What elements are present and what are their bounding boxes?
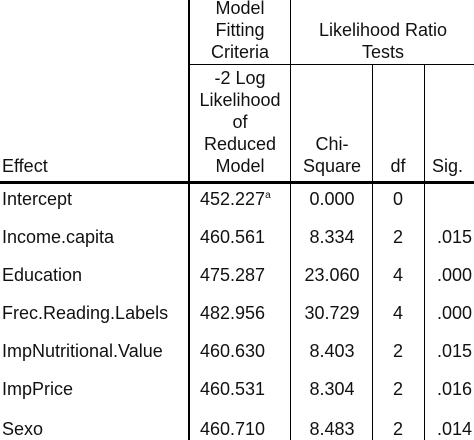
cell-sig: .016 [437, 379, 473, 399]
column-divider [372, 64, 373, 440]
cell-effect: ImpPrice [2, 379, 74, 399]
cell-df: 2 [392, 419, 403, 439]
header-line: Likelihood Ratio [318, 20, 448, 40]
cell-chi-square: 8.403 [309, 341, 355, 361]
header-line: Square [302, 156, 362, 176]
cell-log-likelihood: 452.227$^a$ [200, 189, 271, 209]
cell-sig: .014 [437, 419, 473, 439]
header-line: Chi- [315, 134, 349, 154]
footnote-marker: a [265, 190, 271, 201]
cell-df: 4 [392, 303, 403, 323]
cell-effect: Sexo [2, 419, 44, 439]
column-divider [290, 0, 291, 440]
cell-sig: .000 [437, 303, 473, 323]
cell-chi-square: 23.060 [304, 265, 360, 285]
header-line: -2 Log [214, 68, 266, 88]
cell-log-likelihood: 460.710 [200, 419, 266, 439]
cell-effect: Income.capita [2, 227, 115, 247]
header-line: Tests [361, 42, 404, 62]
cell-effect: Intercept [2, 189, 73, 209]
cell-sig: .015 [437, 227, 473, 247]
cell-df: 0 [392, 189, 403, 209]
cell-log-likelihood: 460.630 [200, 341, 266, 361]
cell-sig: .000 [437, 265, 473, 285]
header-line: Likelihood [199, 90, 281, 110]
cell-sig: .015 [437, 341, 473, 361]
header-line: of [232, 112, 248, 132]
header-line: Criteria [210, 42, 269, 62]
header-df: df [390, 156, 406, 176]
cell-chi-square: 30.729 [304, 303, 360, 323]
cell-log-likelihood: 482.956 [200, 303, 266, 323]
column-divider [188, 0, 190, 440]
header-divider [188, 64, 474, 65]
column-divider [424, 64, 425, 440]
cell-df: 2 [392, 379, 403, 399]
header-line: Model [215, 156, 265, 176]
cell-log-likelihood: 460.561 [200, 227, 266, 247]
header-sig: Sig. [432, 156, 464, 176]
cell-log-likelihood: 460.531 [200, 379, 266, 399]
cell-chi-square: 8.483 [309, 419, 355, 439]
header-body-divider [0, 181, 474, 184]
cell-log-likelihood: 475.287 [200, 265, 266, 285]
cell-effect: Education [2, 265, 83, 285]
cell-df: 2 [392, 341, 403, 361]
header-effect: Effect [2, 156, 48, 176]
header-line: Reduced [203, 134, 277, 154]
header-line: Model [215, 0, 265, 18]
cell-chi-square: 8.304 [309, 379, 355, 399]
cell-chi-square: 0.000 [309, 189, 355, 209]
cell-chi-square: 8.334 [309, 227, 355, 247]
header-line: Fitting [215, 20, 265, 40]
cell-df: 2 [392, 227, 403, 247]
cell-df: 4 [392, 265, 403, 285]
cell-effect: ImpNutritional.Value [2, 341, 163, 361]
cell-effect: Frec.Reading.Labels [2, 303, 169, 323]
